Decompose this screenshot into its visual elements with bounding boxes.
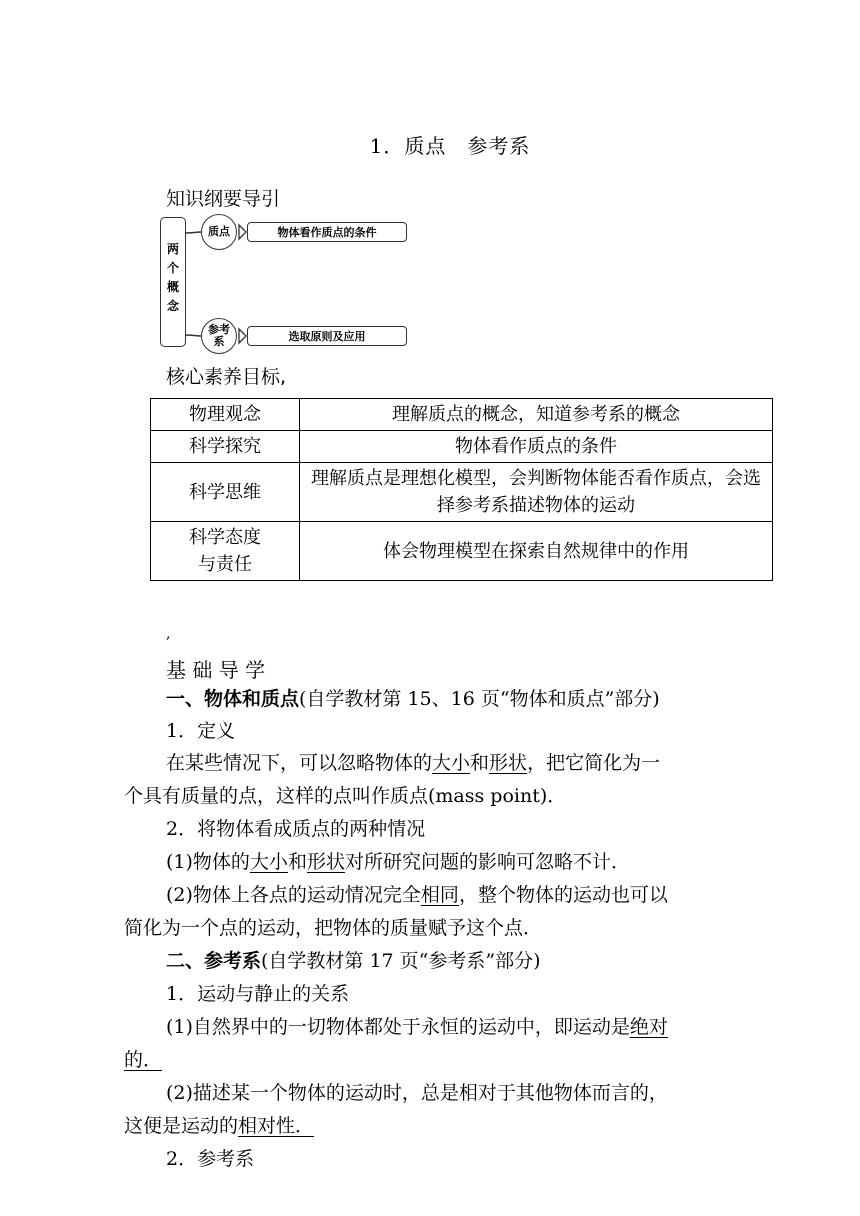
- table-row: [151, 463, 773, 522]
- part1-item1-title: 1．定义: [166, 720, 236, 742]
- outline-node-frame-label: 参考 系: [208, 323, 230, 348]
- goals-heading: 核心素养目标,: [166, 366, 287, 388]
- outline-node-particle-label: 质点: [208, 225, 230, 238]
- motion1-answer-absolute: 绝对: [629, 1016, 668, 1038]
- goal-value: 体会物理模型在探索自然规律中的作用: [300, 522, 773, 581]
- condition2-line1: [166, 880, 668, 907]
- part2-title: 二、参考系: [166, 950, 262, 972]
- outline-node-frame: [201, 318, 237, 354]
- goal-key: 科学思维: [151, 463, 300, 522]
- motion1-line1: [166, 1012, 668, 1039]
- definition-line1: [166, 748, 660, 775]
- definition-line2: 个具有质量的点，这样的点叫作质点(mass point)．: [124, 785, 567, 807]
- table-row: [151, 399, 773, 431]
- motion1-line2: [124, 1045, 162, 1072]
- goal-key: 科学态度 与责任: [151, 522, 300, 581]
- motion1-text: (1)自然界中的一切物体都处于永恒的运动中，即运动是: [166, 1016, 630, 1038]
- condition1-text: 和: [287, 851, 307, 873]
- definition-text: 和: [470, 752, 490, 774]
- condition2-answer-same: 相同: [420, 884, 459, 906]
- outline-root-label: 两 个 概 念: [166, 242, 179, 313]
- part2-note: (自学教材第 17 页“参考系”部分): [261, 950, 541, 972]
- stray-comma: ,: [166, 626, 171, 642]
- condition1-text: (1)物体的: [166, 851, 250, 873]
- page-title: 1．质点 参考系: [369, 134, 531, 158]
- motion2-answer-relativity: 相对性．: [238, 1115, 315, 1137]
- section-heading: 基 础 导 学: [166, 658, 266, 682]
- condition1-text: 对所研究问题的影响可忽略不计．: [344, 851, 630, 873]
- table-row: [151, 431, 773, 463]
- outline-heading: 知识纲要导引: [166, 188, 281, 210]
- part1-item2-title: 2．将物体看成质点的两种情况: [166, 818, 426, 840]
- part1-note: (自学教材第 15、16 页“物体和质点”部分): [299, 688, 660, 710]
- outline-branch-frame: [247, 326, 407, 346]
- outline-branch-frame-label: 选取原则及应用: [288, 330, 366, 343]
- part1-title: 一、物体和质点: [166, 688, 300, 710]
- goals-table: [150, 398, 773, 581]
- part2-item2-title: 2．参考系: [166, 1148, 255, 1170]
- definition-text: ，把它简化为一: [527, 752, 661, 774]
- definition-answer-shape: 形状: [489, 752, 528, 774]
- condition1-line: [166, 847, 630, 874]
- goal-value: 物体看作质点的条件: [300, 431, 773, 463]
- goals-heading-text: 核心素养目标: [166, 366, 281, 388]
- motion2-text: 这便是运动的: [124, 1115, 239, 1137]
- definition-answer-size: 大小: [432, 752, 471, 774]
- part2-title-line: [166, 946, 541, 973]
- condition2-text: (2)物体上各点的运动情况完全: [166, 884, 421, 906]
- outline-node-particle: [201, 214, 237, 250]
- table-row: [151, 522, 773, 581]
- part1-title-line: [166, 684, 660, 711]
- motion1-answer-tail: 的．: [124, 1049, 163, 1071]
- definition-text: 在某些情况下，可以忽略物体的: [166, 752, 433, 774]
- part2-item1-title: 1．运动与静止的关系: [166, 983, 350, 1005]
- goal-key: 物理观念: [151, 399, 300, 431]
- goal-value: 理解质点是理想化模型，会判断物体能否看作质点，会选择参考系描述物体的运动: [300, 463, 773, 522]
- goal-value: 理解质点的概念，知道参考系的概念: [300, 399, 773, 431]
- condition2-text: ，整个物体的运动也可以: [458, 884, 668, 906]
- outline-branch-particle: [247, 222, 407, 242]
- condition1-answer-shape: 形状: [306, 851, 345, 873]
- condition1-answer-size: 大小: [249, 851, 288, 873]
- motion2-line1: (2)描述某一个物体的运动时，总是相对于其他物体而言的，: [166, 1082, 668, 1104]
- goal-key: 科学探究: [151, 431, 300, 463]
- motion2-line2: [124, 1111, 314, 1138]
- outline-branch-particle-label: 物体看作质点的条件: [277, 226, 377, 239]
- condition2-line2: 简化为一个点的运动，把物体的质量赋予这个点．: [124, 917, 543, 939]
